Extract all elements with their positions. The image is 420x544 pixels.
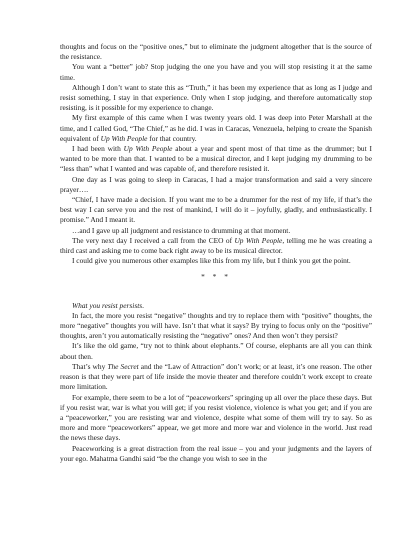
text-run: Although I don’t want to state this as “Truth,” it has been my experience that as long as I judge and resist something, I stay in that experience. Only when I stop judging, and therefore automatically stop resisting, is it possible for my experience to change. [60,82,372,113]
text-run: . [142,300,145,310]
text-run: One day as I was going to sleep in Caracas, I had a major transformation and said a very sincere prayer…. [60,174,372,194]
paragraph [60,444,372,464]
italic-title: Up With People [234,235,283,245]
text-run: thoughts and focus on the “positive ones,” but to eliminate the judgment altogether that is the source of the resistance. [60,42,372,62]
paragraph [60,341,372,361]
paragraph [60,42,372,62]
text-run: It’s like the old game, “try not to think about elephants.” Of course, elephants are all you can think about then. [60,341,372,361]
paragraph [60,113,372,144]
paragraph [60,393,372,444]
text-run: …and I gave up all judgment and resistance to drumming at that moment. [72,225,291,235]
italic-title: Up With People [123,144,173,154]
section-separator: * * * [201,272,231,282]
text-run: That’s why [72,361,108,371]
paragraph [60,175,372,195]
text-run: My first example of this came when I was twenty years old. I was deep into Peter Marshall at the time, and I called God, “The Chief,” as he did. I was in Caracas, Venezuela, helping to create the Spanish equivalent of [60,113,372,143]
paragraph [60,236,372,256]
text-run: about a year and spent most of that time as the drummer; but I wanted to be more than that. I wanted to be a musical director, and I kept judging my drumming to be “less than” what I wanted and was capable of, and therefore resisted it. [60,144,372,174]
paragraph [60,195,372,226]
text-run: In fact, the more you resist “negative” thoughts and try to replace them with “positive” thoughts, the more “negative” thoughts you will have. Isn’t that what it says? By trying to focus only on the “positive” thoughts, aren’t you automatically resisting the “negative” ones? And then won’t they persist? [60,310,372,341]
text-run: for that country. [147,133,197,143]
text-run: Peaceworking is a great distraction from the real issue – you and your judgments and the layers of your ego. Mahatma Gandhi said “be the change you wish to see in the [60,443,372,463]
text-run: The very next day I received a call from the CEO of [72,235,235,245]
text-run: For example, there seem to be a lot of “peaceworkers” springing up all over the place these days. But if you resist war, war is what you will get; if you resist violence, violence is what you get; and if you are a “peaceworker,” you are resisting war and violence, despite what some of them will try to say. So as more and more “peaceworkers” appear, we get more and more war and violence in the world. Just read the news these days. [60,392,372,443]
paragraph [60,362,372,393]
italic-title: Up With People [100,133,148,143]
section-heading [60,301,372,311]
text-run: and the “Law of Attraction” don’t work; or at least, it’s one reason. The other reason is that they were part of life inside the movie theater and therefore couldn’t work except to create more limitation. [60,361,372,392]
text-run: I had been with [72,144,124,154]
paragraph [60,256,372,266]
italic-heading: What you resist persists [72,300,143,310]
text-run: I could give you numerous other examples like this from my life, but I think you get the point. [72,256,351,266]
paragraph [60,83,372,114]
paragraph [60,62,372,82]
italic-title: The Secret [107,361,139,371]
paragraph [60,311,372,342]
paragraph [60,226,372,236]
text-run: , telling me he was creating a third cast and asking me to come back right away to be its musical director. [60,235,372,256]
text-run: You want a “better” job? Stop judging the one you have and you will stop resisting it at the same time. [60,62,372,82]
text-run: “Chief, I have made a decision. If you want me to be a drummer for the rest of my life, if that’s the best way I can serve you and the rest of mankind, I will do it – joyfully, gladly, and enthusiastically. I promise.” And I meant it. [60,195,372,225]
paragraph [60,144,372,175]
